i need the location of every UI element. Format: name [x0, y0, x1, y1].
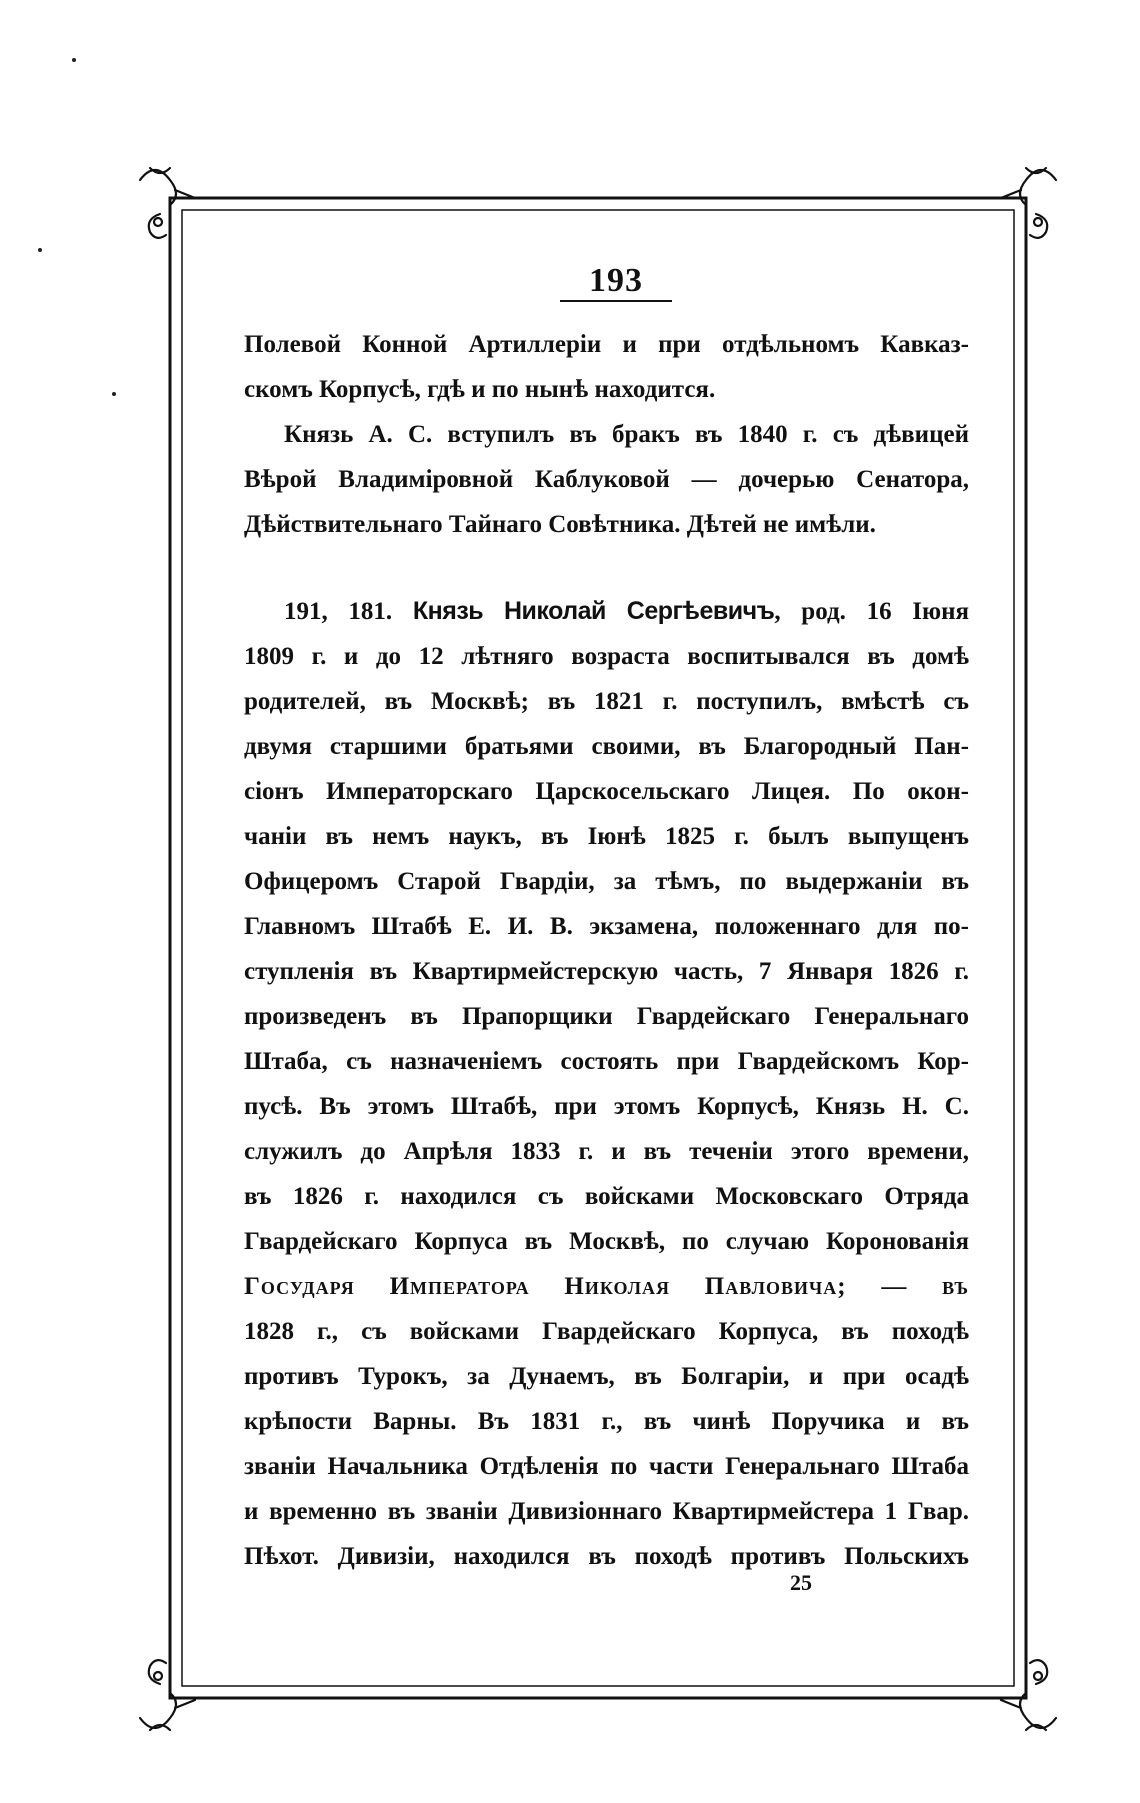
page-number: 193 [589, 262, 643, 299]
text-line: Штаба, съ назначеніемъ состоять при Гвардейскомъ Кор- [244, 1048, 969, 1075]
printer-signature-mark: 25 [790, 1570, 812, 1595]
text-line: Гвардейскаго Корпуса въ Москвѣ, по случаю Коронованія [244, 1228, 969, 1255]
text-line: Вѣрой Владиміровной Каблуковой — дочерью Сенатора, [244, 466, 969, 493]
text-line: Офицеромъ Старой Гвардіи, за тѣмъ, по выдержаніи въ [244, 868, 969, 895]
corner-flourish-icon [1001, 168, 1056, 238]
text-line: ступленія въ Квартирмейстерскую часть, 7 Января 1826 г. [244, 958, 969, 985]
entry-birth: , род. 16 Іюня [774, 598, 970, 625]
body-text [244, 322, 969, 1579]
text-line: 1809 г. и до 12 лѣтняго возраста воспитывался въ домѣ [244, 643, 969, 670]
text-line: чаніи въ немъ наукъ, въ Іюнѣ 1825 г. былъ выпущенъ [244, 823, 969, 850]
corner-flourish-icon [140, 168, 195, 238]
text-line: въ 1826 г. находился съ войсками Московскаго Отряда [244, 1183, 969, 1210]
text-line: Пѣхот. Дивизіи, находился въ походѣ противъ Польскихъ [244, 1543, 969, 1570]
text-line: крѣпости Варны. Въ 1831 г., въ чинѣ Поручика и въ [244, 1408, 969, 1435]
corner-flourish-icon [1001, 1660, 1056, 1730]
text-line: Дѣйствительнаго Тайнаго Совѣтника. Дѣтей не имѣли. [244, 511, 876, 538]
corner-flourish-icon [140, 1660, 195, 1730]
text-line: Государя Императора Николая Павловича; — въ [244, 1273, 969, 1300]
text-line: званіи Начальника Отдѣленія по части Генеральнаго Штаба [244, 1453, 969, 1480]
text-line: произведенъ въ Прапорщики Гвардейскаго Генеральнаго [244, 1003, 969, 1030]
entry-number: 191, 181. [284, 598, 393, 625]
text-line: двумя старшими братьями своими, въ Благородный Пан- [244, 733, 969, 760]
scan-speck [38, 248, 42, 252]
text-line: 1828 г., съ войсками Гвардейскаго Корпуса, въ походѣ [244, 1318, 969, 1345]
scan-speck [72, 58, 76, 62]
text-line: сіонъ Императорскаго Царскосельскаго Лицея. По окон- [244, 778, 969, 805]
text-line: и временно въ званіи Дивизіоннаго Квартирмейстера 1 Гвар. [244, 1498, 969, 1525]
text-line: противъ Турокъ, за Дунаемъ, въ Болгаріи, и при осадѣ [244, 1363, 969, 1390]
text-line: скомъ Корпусѣ, гдѣ и по нынѣ находится. [244, 376, 716, 403]
text-line: Полевой Конной Артиллеріи и при отдѣльномъ Кавказ- [244, 331, 969, 358]
page-number-underline [560, 300, 672, 302]
text-line: пусѣ. Въ этомъ Штабѣ, при этомъ Корпусѣ, Князь Н. С. [244, 1093, 969, 1120]
text-line: Главномъ Штабѣ Е. И. В. экзамена, положеннаго для по- [244, 913, 969, 940]
paragraph-gap [244, 547, 969, 589]
person-name: Князь Николай Сергѣевичъ [412, 597, 775, 625]
text-line: родителей, въ Москвѣ; въ 1821 г. поступилъ, вмѣстѣ съ [244, 688, 969, 715]
text-line: Князь А. С. вступилъ въ бракъ въ 1840 г. съ дѣвицей [284, 421, 969, 448]
text-line: служилъ до Апрѣля 1833 г. и въ теченіи этого времени, [244, 1138, 969, 1165]
scan-speck [112, 392, 116, 396]
entry-heading-line [244, 589, 969, 634]
